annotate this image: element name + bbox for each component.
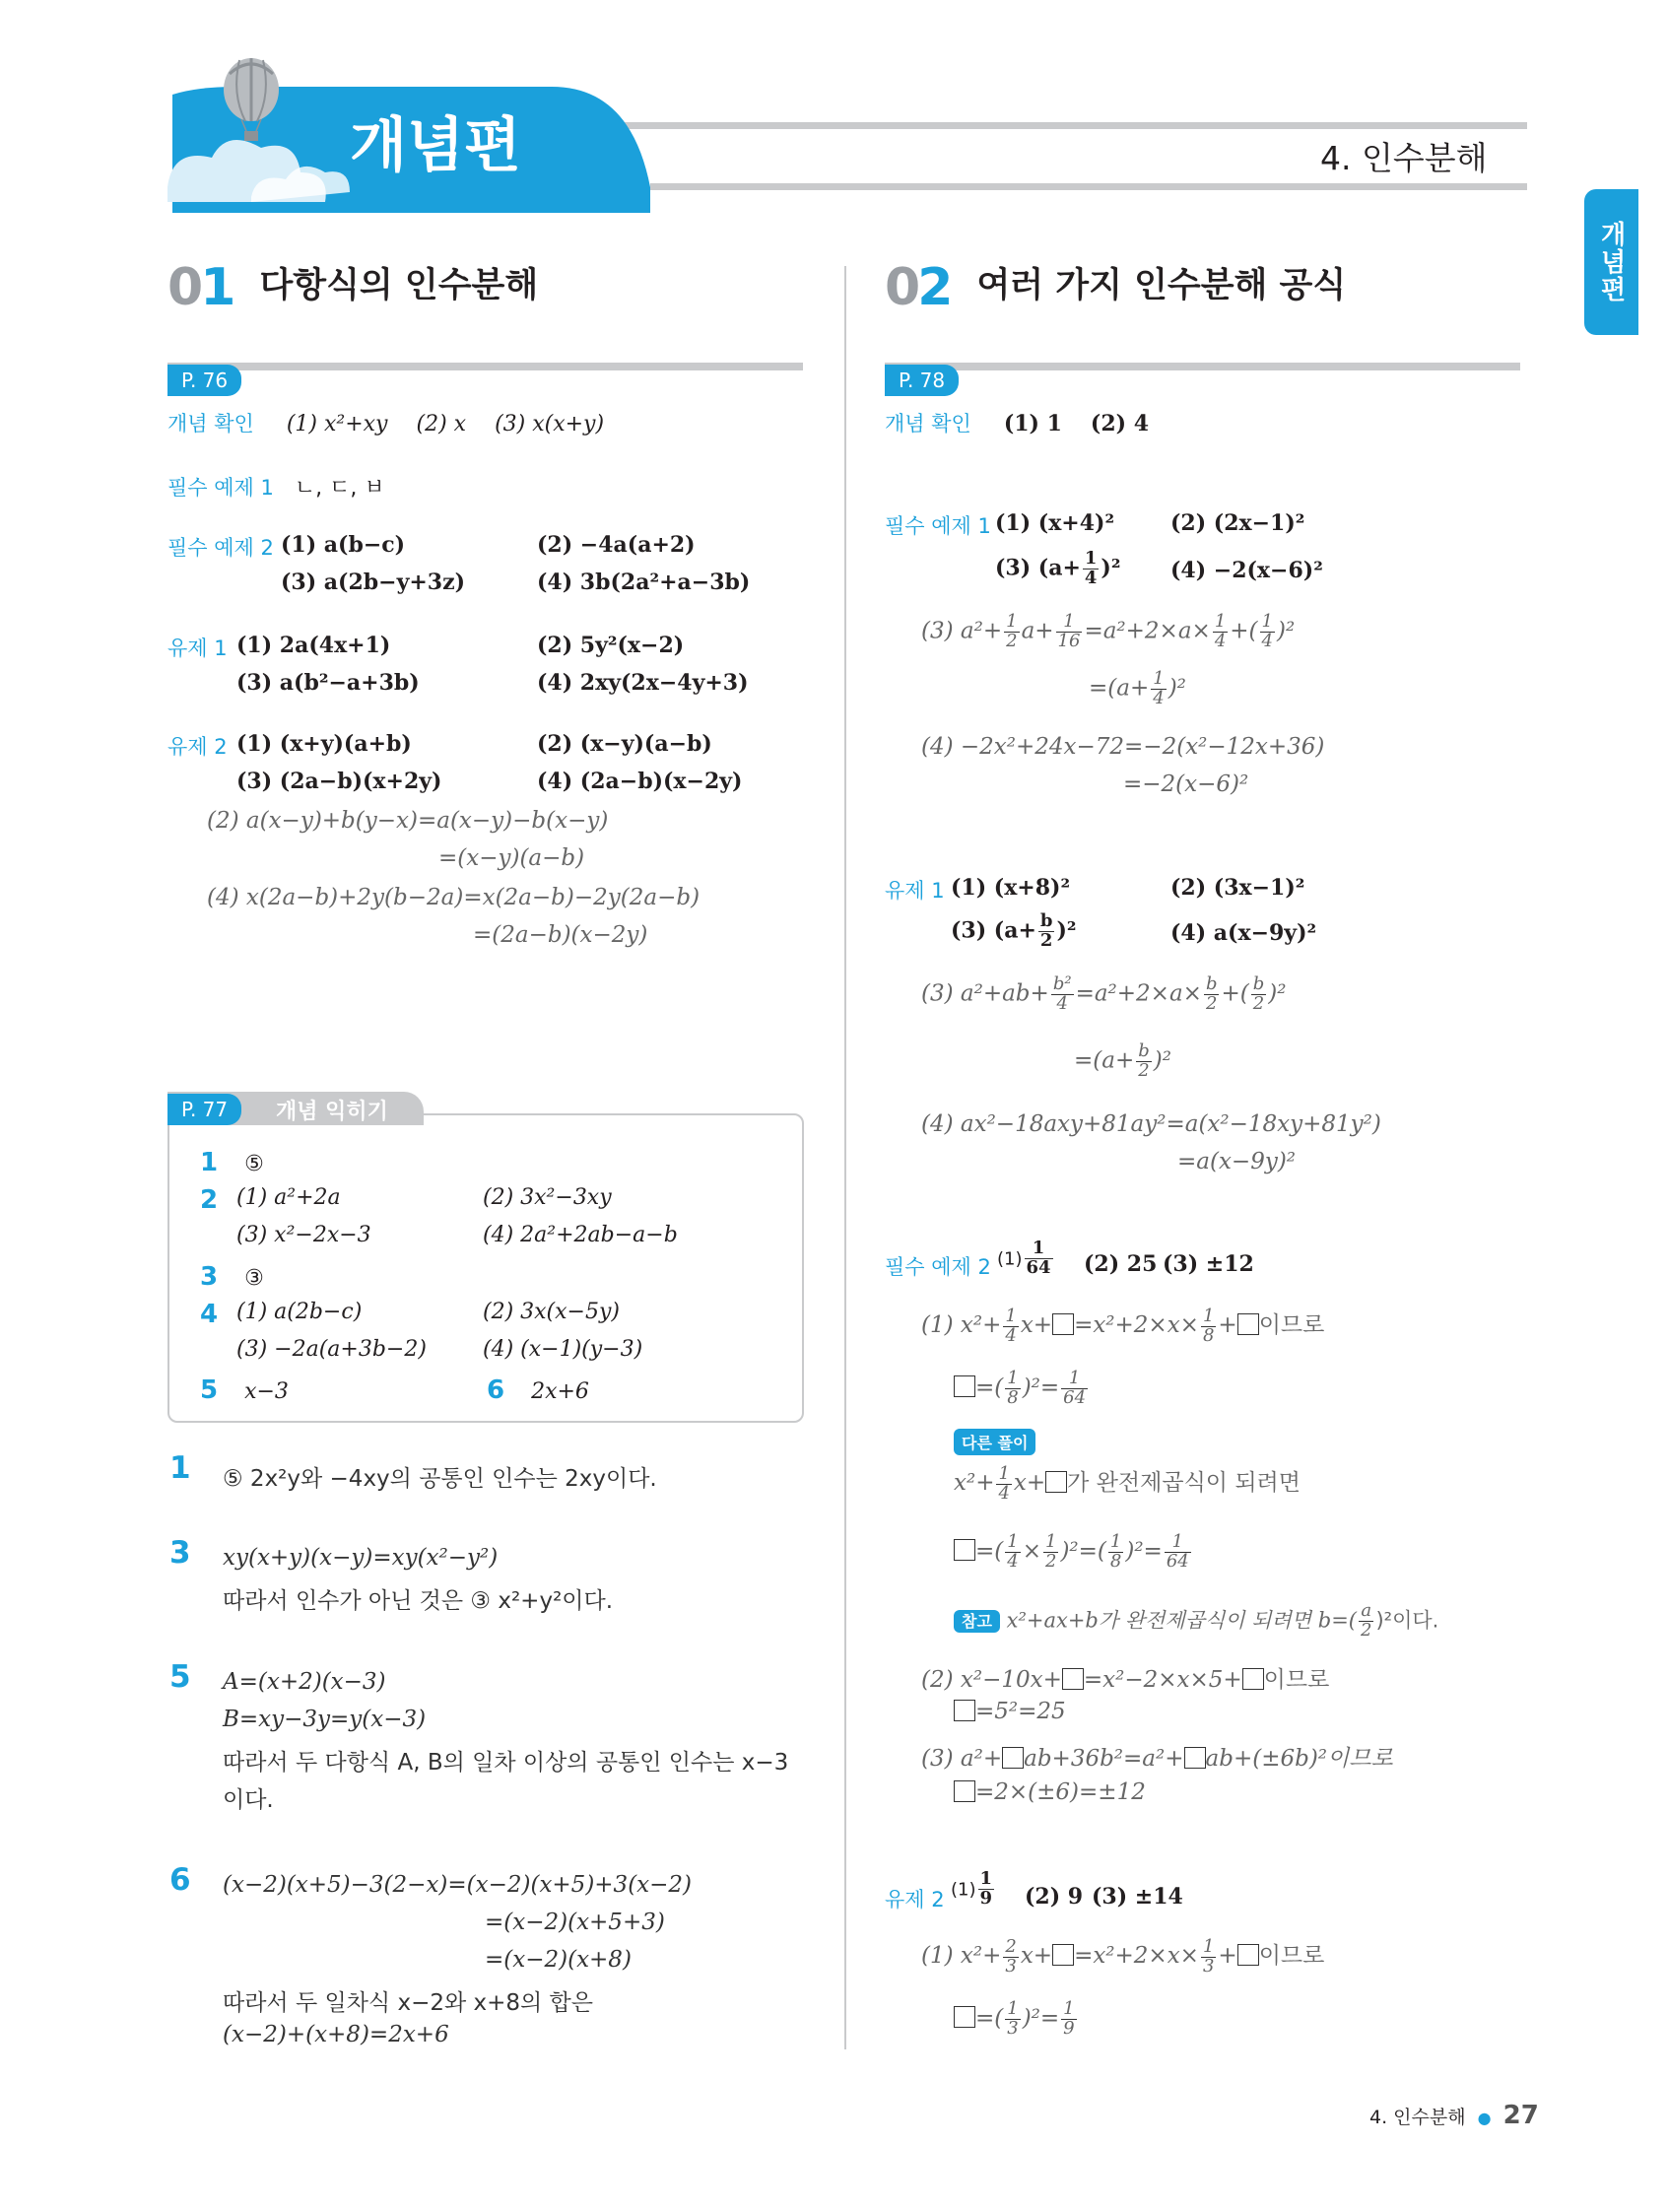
blank-box bbox=[1052, 1313, 1074, 1335]
practice-num-4: 4 bbox=[200, 1300, 219, 1329]
practice-num-2: 2 bbox=[200, 1185, 219, 1215]
left-yu1-4: (4) 2xy(2x−4y+3) bbox=[537, 670, 749, 696]
ex1-sol3-c: =a²+2×a× bbox=[1084, 618, 1211, 644]
left-concept-1: (1) x²+xy bbox=[286, 412, 388, 436]
blank-box bbox=[954, 1375, 975, 1397]
left-section-heading bbox=[167, 258, 538, 317]
right-yu1-sol-4: (4) ax²−18axy+81ay²=a(x²−18xy+81y²) bbox=[921, 1111, 1381, 1137]
practice-answer-1: ⑤ bbox=[244, 1152, 264, 1176]
right-ex1-sol-4b: =−2(x−6)² bbox=[1123, 771, 1249, 797]
right-ex2-sol-1b bbox=[954, 1370, 1090, 1408]
right-section-heading bbox=[885, 258, 1346, 317]
ex1-sol3-f3n: 1 bbox=[1214, 611, 1227, 632]
right-yu2-1-fd: 9 bbox=[979, 1887, 993, 1909]
yu2-s1b-f2d: 9 bbox=[1063, 2017, 1075, 2039]
ex2-s1-a: (1) x²+ bbox=[921, 1312, 1002, 1338]
left-page-badge: P. 76 bbox=[167, 365, 241, 396]
blank-box bbox=[954, 2006, 975, 2028]
right-yu1-3 bbox=[951, 912, 1077, 951]
left-yu2-label: 유제 2 bbox=[167, 735, 228, 759]
left-ex2-2: (2) −4a(a+2) bbox=[537, 532, 696, 558]
yu2-s1b-b: )²= bbox=[1022, 2005, 1060, 2032]
note-fd: 2 bbox=[1361, 1619, 1372, 1641]
practice-4-3: (3) −2a(a+3b−2) bbox=[236, 1337, 427, 1362]
left-rule bbox=[167, 363, 803, 370]
side-tab bbox=[1584, 189, 1638, 335]
left-yu2-sol-3: (4) x(2a−b)+2y(b−2a)=x(2a−b)−2y(2a−b) bbox=[207, 885, 701, 910]
ex1-sol3-f4d: 4 bbox=[1261, 630, 1273, 651]
yu1-sol3b-b: )² bbox=[1153, 1047, 1171, 1074]
practice-2-3: (3) x²−2x−3 bbox=[236, 1223, 371, 1247]
right-ex2-1-fd: 64 bbox=[1026, 1256, 1051, 1278]
left-concept-2: (2) x bbox=[416, 412, 467, 436]
sol6-line-3: =(x−2)(x+8) bbox=[485, 1947, 632, 1973]
sol3-line-2: 따라서 인수가 아닌 것은 ③ x²+y²이다. bbox=[223, 1588, 614, 1614]
ex1-sol3-f4n: 1 bbox=[1261, 611, 1273, 632]
ex2-s3-a: (3) a²+ bbox=[921, 1746, 1003, 1772]
right-yu2-sol-1b bbox=[954, 2000, 1079, 2039]
ex2-s1b-f2n: 1 bbox=[1061, 1370, 1088, 1389]
ex2-alt2-f2d: 2 bbox=[1044, 1550, 1057, 1572]
yu1-sol3-b: =a²+2×a× bbox=[1075, 980, 1202, 1007]
ex2-alt2-f4d: 64 bbox=[1166, 1550, 1189, 1572]
sol1-number: 1 bbox=[169, 1450, 191, 1486]
ex2-alt-fn: 1 bbox=[998, 1462, 1010, 1484]
right-section-num: 02 bbox=[885, 258, 951, 317]
right-yu2-3: (3) ±14 bbox=[1092, 1884, 1183, 1910]
practice-num-5: 5 bbox=[200, 1375, 219, 1405]
right-yu1-1: (1) (x+8)² bbox=[951, 875, 1071, 901]
ex1-sol3-e: )² bbox=[1276, 618, 1296, 644]
ex2-alt-fd: 4 bbox=[998, 1482, 1010, 1504]
ex2-s3-c: ab+(±6b)²이므로 bbox=[1205, 1746, 1393, 1772]
blank-box bbox=[1052, 1944, 1074, 1966]
footer-dot-icon: ● bbox=[1477, 2109, 1492, 2127]
right-ex1-3 bbox=[995, 550, 1120, 588]
right-rule bbox=[885, 363, 1520, 370]
ex2-s1-d: + bbox=[1218, 1312, 1237, 1338]
yu1-sol3b-fn: b bbox=[1138, 1040, 1150, 1061]
practice-answer-5: x−3 bbox=[244, 1379, 289, 1404]
yu2-s1b-f1n: 1 bbox=[1007, 1998, 1019, 2019]
practice-4-1: (1) a(2b−c) bbox=[236, 1300, 363, 1324]
practice-4-2: (2) 3x(x−5y) bbox=[483, 1300, 620, 1324]
banner-title: 개념편 bbox=[350, 111, 521, 180]
left-ex2-4: (4) 3b(2a²+a−3b) bbox=[537, 570, 751, 595]
right-ex2-alt-2 bbox=[954, 1533, 1193, 1572]
right-ex2-sol-3 bbox=[921, 1740, 1393, 1773]
left-yu1-2: (2) 5y²(x−2) bbox=[537, 633, 685, 658]
yu1-sol3-f2d: 2 bbox=[1205, 992, 1218, 1014]
right-concept-label: 개념 확인 bbox=[885, 412, 971, 436]
footer-page-number: 27 bbox=[1502, 2101, 1539, 2130]
right-yu1-sol-3 bbox=[921, 975, 1286, 1014]
ex2-s1b-f1d: 8 bbox=[1007, 1386, 1019, 1408]
right-ex2-note bbox=[954, 1602, 1438, 1641]
right-ex1-3-num: 1 bbox=[1084, 548, 1098, 569]
ex1-sol3b-b: )² bbox=[1168, 675, 1186, 702]
yu2-s1-f2d: 3 bbox=[1202, 1955, 1215, 1977]
ex2-s1-b: x+ bbox=[1020, 1312, 1053, 1338]
right-yu1-sol-3b bbox=[1074, 1042, 1171, 1081]
left-yu2-3: (3) (2a−b)(x+2y) bbox=[236, 769, 442, 794]
blank-box bbox=[1184, 1747, 1206, 1769]
ex1-sol3b-a: =(a+ bbox=[1089, 675, 1150, 702]
sol6-line-2: =(x−2)(x+5+3) bbox=[485, 1910, 665, 1935]
blank-box bbox=[1242, 1668, 1264, 1690]
left-yu2-4: (4) (2a−b)(x−2y) bbox=[537, 769, 743, 794]
practice-num-3: 3 bbox=[200, 1262, 219, 1292]
right-ex1-sol-3b bbox=[1089, 670, 1186, 708]
right-yu2-sol-1 bbox=[921, 1937, 1324, 1976]
left-yu2-sol-4: =(2a−b)(x−2y) bbox=[473, 922, 648, 948]
yu2-s1-c: =x²+2×x× bbox=[1074, 1943, 1199, 1969]
right-ex1-3-pre: (3) (a+ bbox=[995, 555, 1081, 581]
right-yu1-3-den: 2 bbox=[1039, 929, 1053, 951]
right-ex2-sol-1 bbox=[921, 1307, 1324, 1345]
right-ex2-sol-2b bbox=[954, 1699, 1066, 1724]
note-text-a: x²+ax+b가 완전제곱식이 되려면 b=( bbox=[1006, 1608, 1357, 1633]
ex2-s1b-f2d: 64 bbox=[1063, 1386, 1087, 1408]
blank-box bbox=[1237, 1944, 1259, 1966]
right-yu2-label: 유제 2 bbox=[885, 1888, 945, 1911]
blank-box bbox=[1002, 1747, 1024, 1769]
sol3-number: 3 bbox=[169, 1535, 191, 1571]
right-yu1-3-pre: (3) (a+ bbox=[951, 917, 1036, 944]
right-concept-1: (1) 1 bbox=[1003, 411, 1062, 436]
right-concept-2: (2) 4 bbox=[1090, 411, 1150, 436]
right-ex1-3-post: )² bbox=[1101, 555, 1121, 581]
sol5-line-1: A=(x+2)(x−3) bbox=[223, 1669, 386, 1695]
yu1-sol3-f1n: b² bbox=[1052, 973, 1072, 994]
right-yu1-sol-4b: =a(x−9y)² bbox=[1177, 1149, 1297, 1174]
blank-box bbox=[954, 1780, 975, 1802]
left-yu2-sol-1: (2) a(x−y)+b(y−x)=a(x−y)−b(x−y) bbox=[207, 808, 609, 834]
ex2-alt2-f3n: 1 bbox=[1109, 1531, 1122, 1552]
practice-2-4: (4) 2a²+2ab−a−b bbox=[483, 1223, 678, 1247]
right-ex2-sol-3b bbox=[954, 1779, 1146, 1805]
yu1-sol3-c: +( bbox=[1221, 980, 1249, 1007]
sol3-line-1: xy(x+y)(x−y)=xy(x²−y²) bbox=[223, 1545, 499, 1571]
right-ex1-3-den: 4 bbox=[1084, 567, 1098, 588]
ex2-alt2-f4n: 1 bbox=[1165, 1533, 1191, 1553]
alt-solution-badge: 다른 풀이 bbox=[954, 1429, 1035, 1455]
left-section-title: 다항식의 인수분해 bbox=[259, 266, 539, 305]
left-yu1-1: (1) 2a(4x+1) bbox=[236, 633, 391, 658]
practice-title: 개념 익히기 bbox=[276, 1100, 388, 1124]
left-ex2-label: 필수 예제 2 bbox=[167, 536, 274, 560]
ex1-sol3-f2d: 16 bbox=[1057, 630, 1081, 651]
yu1-sol3-f1d: 4 bbox=[1056, 992, 1068, 1014]
ex2-s1b-b: )²= bbox=[1022, 1374, 1060, 1401]
ex1-sol3-f1d: 2 bbox=[1006, 630, 1018, 651]
left-yu2-1: (1) (x+y)(a+b) bbox=[236, 731, 412, 757]
column-divider bbox=[844, 266, 846, 2049]
ex2-s2-c: 이므로 bbox=[1263, 1667, 1330, 1693]
left-section-num: 01 bbox=[167, 258, 234, 317]
ex2-s2-a: (2) x²−10x+ bbox=[921, 1667, 1062, 1693]
right-yu1-3-post: )² bbox=[1056, 917, 1077, 944]
left-concept-3: (3) x(x+y) bbox=[495, 412, 605, 436]
blank-box bbox=[1237, 1313, 1259, 1335]
ex2-alt2-f3d: 8 bbox=[1109, 1550, 1122, 1572]
left-ex1-label: 필수 예제 1 bbox=[167, 476, 274, 500]
right-ex2-2: (2) 25 bbox=[1084, 1251, 1158, 1277]
yu2-s1b-f1d: 3 bbox=[1007, 2017, 1019, 2039]
sol6-line-5: (x−2)+(x+8)=2x+6 bbox=[223, 2022, 449, 2047]
ex2-alt2-c: )²=( bbox=[1060, 1538, 1106, 1565]
sol5-line-4: 이다. bbox=[223, 1787, 274, 1813]
ex1-sol3-f3d: 4 bbox=[1214, 630, 1227, 651]
sol6-line-4: 따라서 두 일차식 x−2와 x+8의 합은 bbox=[223, 1990, 593, 2016]
practice-page-badge: P. 77 bbox=[167, 1094, 241, 1125]
left-ex1-answer: ㄴ, ㄷ, ㅂ bbox=[294, 476, 385, 501]
yu2-s1-b: x+ bbox=[1020, 1943, 1053, 1969]
ex2-s3b: =2×(±6)=±12 bbox=[975, 1779, 1146, 1805]
right-page-badge: P. 78 bbox=[885, 365, 959, 396]
note-text-b: )²이다. bbox=[1375, 1608, 1439, 1633]
right-ex1-sol-3 bbox=[921, 613, 1295, 651]
yu2-s1-e: 이므로 bbox=[1258, 1943, 1325, 1969]
right-yu1-4: (4) a(x−9y)² bbox=[1170, 920, 1317, 946]
right-yu1-2: (2) (3x−1)² bbox=[1170, 875, 1305, 901]
footer bbox=[1369, 2101, 1539, 2130]
ex2-s2-b: =x²−2×x×5+ bbox=[1083, 1667, 1242, 1693]
right-yu2-2: (2) 9 bbox=[1025, 1884, 1084, 1910]
left-yu2-2: (2) (x−y)(a−b) bbox=[537, 731, 712, 757]
practice-answer-6: 2x+6 bbox=[531, 1379, 589, 1404]
practice-answer-3: ③ bbox=[244, 1266, 264, 1291]
left-yu1-3: (3) a(b²−a+3b) bbox=[236, 670, 420, 696]
right-ex2-label: 필수 예제 2 bbox=[885, 1255, 991, 1279]
ex2-s3-b: ab+36b²=a²+ bbox=[1024, 1746, 1184, 1772]
ex2-s1-f2d: 8 bbox=[1202, 1324, 1215, 1346]
ex2-alt-a: x²+ bbox=[954, 1470, 995, 1496]
ex2-alt2-a: =( bbox=[975, 1538, 1004, 1565]
ex2-s1-c: =x²+2×x× bbox=[1074, 1312, 1199, 1338]
ex2-alt2-f2n: 1 bbox=[1044, 1531, 1057, 1552]
sol6-line-1: (x−2)(x+5)−3(2−x)=(x−2)(x+5)+3(x−2) bbox=[223, 1872, 693, 1898]
right-yu1-label: 유제 1 bbox=[885, 879, 945, 903]
right-yu1-3-num: b bbox=[1039, 910, 1053, 931]
sol1-text: ⑤ 2x²y와 −4xy의 공통인 인수는 2xy이다. bbox=[223, 1466, 657, 1492]
practice-2-2: (2) 3x²−3xy bbox=[483, 1185, 612, 1210]
ex2-s2b: =5²=25 bbox=[975, 1699, 1066, 1724]
sol5-line-2: B=xy−3y=y(x−3) bbox=[223, 1707, 427, 1732]
ex1-sol3-f2n: 1 bbox=[1056, 613, 1083, 633]
right-ex2-3: (3) ±12 bbox=[1163, 1251, 1254, 1277]
right-ex1-label: 필수 예제 1 bbox=[885, 514, 991, 538]
right-ex1-1: (1) (x+4)² bbox=[995, 510, 1115, 536]
note-badge: 참고 bbox=[954, 1610, 1000, 1633]
right-ex2-1-num: (1) bbox=[997, 1248, 1023, 1270]
ex2-s1b-a: =( bbox=[975, 1374, 1004, 1401]
yu1-sol3-f3n: b bbox=[1252, 973, 1265, 994]
note-fn: a bbox=[1359, 1602, 1373, 1622]
sol5-number: 5 bbox=[169, 1659, 191, 1695]
right-yu2-1-num: (1) bbox=[951, 1879, 976, 1901]
ex1-sol3b-fn: 1 bbox=[1153, 668, 1165, 689]
ex2-s1-f2n: 1 bbox=[1202, 1305, 1215, 1326]
ex2-alt-c: 가 완전제곱식이 되려면 bbox=[1067, 1470, 1301, 1496]
blank-box bbox=[954, 1700, 975, 1721]
yu1-sol3-f3d: 2 bbox=[1252, 992, 1265, 1014]
practice-num-6: 6 bbox=[487, 1375, 505, 1405]
side-tab-label: 개념편 bbox=[1596, 221, 1626, 303]
ex2-alt-b: x+ bbox=[1013, 1470, 1046, 1496]
balloon-icon bbox=[212, 54, 291, 153]
right-ex1-4: (4) −2(x−6)² bbox=[1170, 558, 1323, 583]
ex2-s1-f1n: 1 bbox=[1005, 1305, 1017, 1326]
header-banner bbox=[0, 0, 1668, 227]
ex2-alt2-b: × bbox=[1022, 1538, 1041, 1565]
ex2-alt2-f1n: 1 bbox=[1007, 1531, 1019, 1552]
left-ex2-3: (3) a(2b−y+3z) bbox=[281, 570, 465, 595]
right-yu2-1-fn: 1 bbox=[979, 1868, 993, 1889]
ex1-sol3-f1n: 1 bbox=[1006, 611, 1018, 632]
blank-box bbox=[1062, 1668, 1084, 1690]
ex1-sol3b-fd: 4 bbox=[1153, 687, 1165, 708]
left-yu1-label: 유제 1 bbox=[167, 637, 228, 660]
sol6-number: 6 bbox=[169, 1862, 191, 1898]
yu1-sol3-a: (3) a²+ab+ bbox=[921, 980, 1049, 1007]
ex2-s1b-f1n: 1 bbox=[1007, 1368, 1019, 1388]
ex1-sol3-d: +( bbox=[1230, 618, 1258, 644]
blank-box bbox=[1045, 1471, 1067, 1493]
ex1-sol3-b: a+ bbox=[1021, 618, 1054, 644]
left-concept-label: 개념 확인 bbox=[167, 412, 254, 436]
yu2-s1-f2n: 1 bbox=[1202, 1935, 1215, 1957]
practice-num-1: 1 bbox=[200, 1148, 219, 1177]
practice-4-4: (4) (x−1)(y−3) bbox=[483, 1337, 643, 1362]
yu1-sol3b-fd: 2 bbox=[1138, 1059, 1150, 1081]
footer-chapter: 4. 인수분해 bbox=[1369, 2107, 1466, 2128]
right-ex2-sol-2 bbox=[921, 1661, 1329, 1694]
ex1-sol3-a: (3) a²+ bbox=[921, 618, 1003, 644]
right-ex2-1 bbox=[997, 1240, 1055, 1278]
blank-box bbox=[954, 1539, 975, 1561]
right-ex1-2: (2) (2x−1)² bbox=[1170, 510, 1305, 536]
right-ex2-1-fn: 1 bbox=[1025, 1240, 1053, 1259]
left-yu2-sol-2: =(x−y)(a−b) bbox=[438, 845, 585, 871]
yu2-s1b-a: =( bbox=[975, 2005, 1004, 2032]
sol5-line-3: 따라서 두 다항식 A, B의 일차 이상의 공통인 인수는 x−3 bbox=[223, 1750, 789, 1776]
ex2-alt2-d: )²= bbox=[1125, 1538, 1163, 1565]
yu2-s1b-f2n: 1 bbox=[1063, 1998, 1075, 2019]
yu1-sol3-f2n: b bbox=[1205, 973, 1218, 994]
yu2-s1-f1n: 2 bbox=[1005, 1935, 1017, 1957]
chapter-title: 4. 인수분해 bbox=[1320, 139, 1488, 177]
ex2-s1-f1d: 4 bbox=[1005, 1324, 1017, 1346]
right-yu2-1 bbox=[951, 1870, 996, 1909]
right-ex1-sol-4: (4) −2x²+24x−72=−2(x²−12x+36) bbox=[921, 734, 1325, 760]
yu2-s1-a: (1) x²+ bbox=[921, 1943, 1002, 1969]
ex2-alt2-f1d: 4 bbox=[1007, 1550, 1019, 1572]
right-ex2-alt-1 bbox=[954, 1464, 1301, 1503]
practice-2-1: (1) a²+2a bbox=[236, 1185, 341, 1210]
yu1-sol3b-a: =(a+ bbox=[1074, 1047, 1135, 1074]
yu1-sol3-d: )² bbox=[1268, 980, 1287, 1007]
right-section-title: 여러 가지 인수분해 공식 bbox=[976, 266, 1347, 305]
yu2-s1-d: + bbox=[1218, 1943, 1237, 1969]
yu2-s1-f1d: 3 bbox=[1005, 1955, 1017, 1977]
ex2-s1-e: 이므로 bbox=[1258, 1312, 1325, 1338]
left-ex2-1: (1) a(b−c) bbox=[281, 532, 406, 558]
